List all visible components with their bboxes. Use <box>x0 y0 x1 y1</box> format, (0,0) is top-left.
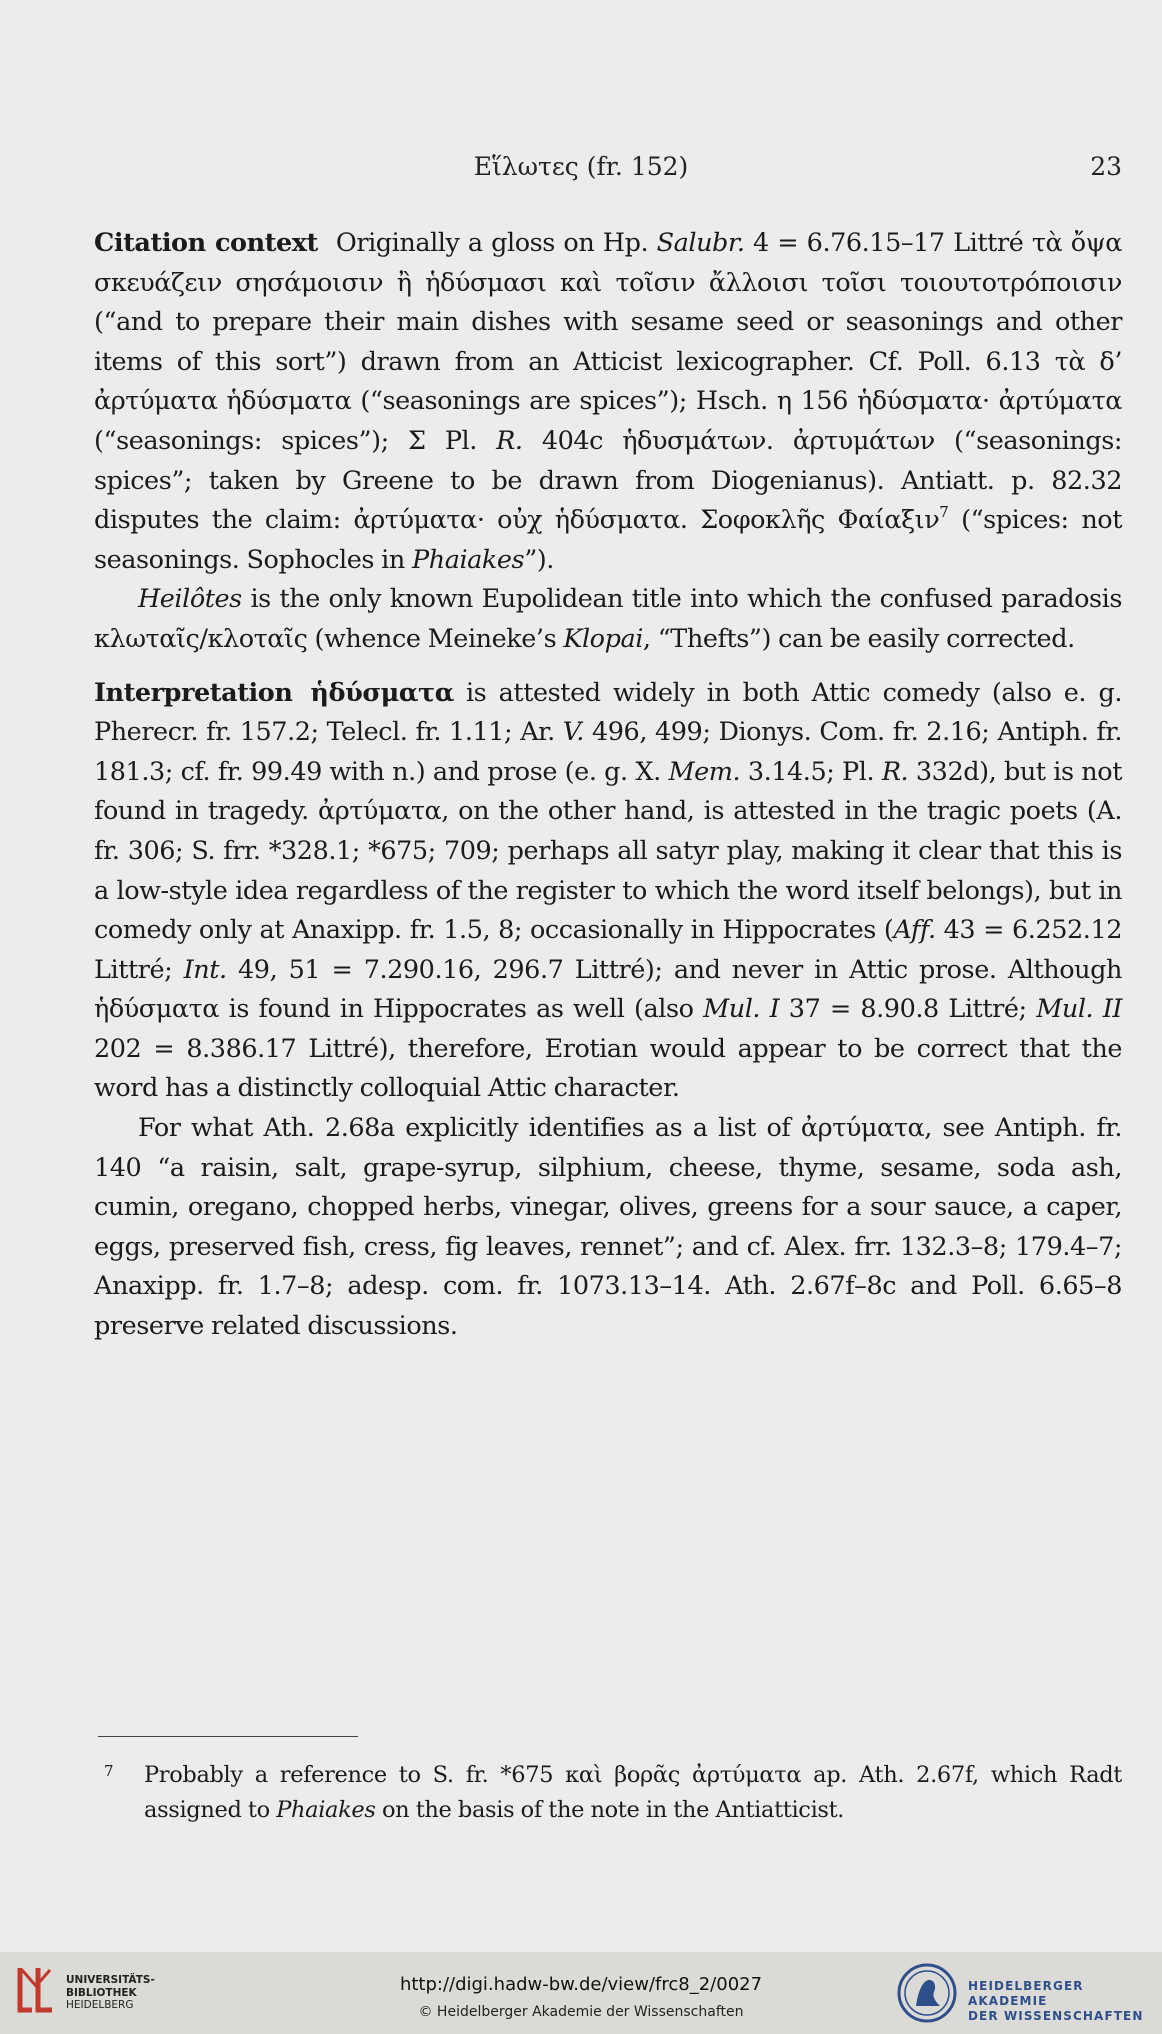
text-run: 404c ἡδυσμάτων. ἀρτυμάτων (“seasonings: spices”; taken by Greene to be drawn from Diogenianus). Antiatt. p. 82.32 disputes the claim: ἀρτύματα· οὐχ ἡδύσματα. Σοφοκλῆς Φαίαξιν <box>94 425 1122 536</box>
footnote-rule <box>98 1736 358 1737</box>
text-run: 43 = 6.252.12 Littré; <box>94 915 1122 985</box>
italic-run: R. <box>496 425 523 456</box>
italic-run: Salubr. <box>656 228 745 258</box>
text-run: is the only known Eupolidean title into which the confused paradosis κλωταῖς/κλοταῖς (whence Meineke’s <box>94 584 1122 654</box>
italic-run: Phaiakes <box>276 1797 376 1823</box>
text-run: Probably a reference to S. fr. *675 καὶ βορᾶς ἀρτύματα ap. Ath. 2.67f, which Radt assigned to <box>144 1762 1122 1823</box>
footnote-mark: 7 <box>104 1762 114 1780</box>
text-run: 37 = 8.90.8 Littré; <box>779 994 1037 1025</box>
italic-run: V. <box>562 717 584 748</box>
text-run: on the basis of the note in the Antiatticist. <box>375 1797 845 1823</box>
library-name: UNIVERSITÄTS- BIBLIOTHEK <box>66 1974 155 1999</box>
text-run: (“spices: not seasonings. Sophocles in <box>94 505 1122 575</box>
page-number: 23 <box>1090 152 1122 181</box>
text-run: is attested widely in both Attic comedy (also e. g. Pherecr. fr. 157.2; Telecl. fr. 1.11; Ar. <box>94 677 1122 748</box>
interpretation-label: Interpretation <box>94 677 293 708</box>
citation-context-label: Citation context <box>94 228 318 258</box>
italic-run: Mem. <box>668 756 741 787</box>
italic-run: Klopai <box>563 623 643 654</box>
citation-context-paragraph <box>94 224 1122 580</box>
text-run: 4 = 6.76.15–17 Littré τὰ ὄψα σκευάζειν σησάμοισιν ἢ ἡδύσμασι καὶ τοῖσιν ἄλλοισι τοῖσι τοιουτοτρόποισιν (“and to prepare their main dishes with sesame seed or seasonings and other items of this sort”) drawn from an Atticist lexicographer. Cf. Poll. 6.13 τὰ δ’ ἀρτύματα ἡδύσματα (“seasonings are spices”); Hsch. η 156 ἡδύσματα· ἀρτύματα (“seasonings: spices”); Σ Pl. <box>94 228 1122 456</box>
text-run: , “Thefts”) can be easily corrected. <box>642 623 1075 654</box>
text-run: Originally a gloss on Hp. <box>335 228 657 258</box>
footnote <box>94 1758 1122 1828</box>
italic-run: Int. <box>183 954 227 985</box>
italic-run: Phaiakes <box>412 544 525 575</box>
footnote-body <box>144 1758 1122 1828</box>
academy-seal-icon[interactable] <box>896 1962 958 2028</box>
main-text <box>94 224 1122 1347</box>
italic-run: Mul. II <box>1036 994 1122 1025</box>
text-run: 332d), but is not found in tragedy. ἀρτύματα, on the other hand, is attested in the tragic poets (A. fr. 306; S. frr. *328.1; *675; 709; perhaps all satyr play, making it clear that this is a low-style idea regardless of the register to which the word itself belongs), but in comedy only at Anaxipp. fr. 1.5, 8; occasionally in Hippocrates ( <box>94 756 1122 946</box>
text-run: 3.14.5; Pl. <box>740 756 882 787</box>
academy-name: HEIDELBERGER AKADEMIE DER WISSENSCHAFTEN <box>968 1979 1144 2023</box>
library-city: HEIDELBERG <box>66 1999 134 2011</box>
italic-run: Aff. <box>893 915 936 946</box>
text-run: For what Ath. 2.68a explicitly identifies as a list of ἀρτύματα, see Antiph. fr. 140 “a raisin, salt, grape-syrup, silphium, cheese, thyme, sesame, soda ash, cumin, oregano, chopped herbs, vinegar, olives, greens for a sour sauce, a caper, eggs, preserved fish, cress, fig leaves, rennet”; and cf. Alex. frr. 132.3–8; 179.4–7; Anaxipp. fr. 1.7–8; adesp. com. fr. 1073.13–14. Ath. 2.67f–8c and Poll. 6.65–8 preserve related discussions. <box>94 1113 1122 1342</box>
text-run: ”). <box>524 544 554 575</box>
text-run: 496, 499; Dionys. Com. fr. 2.16; Antiph. fr. 181.3; cf. fr. 99.49 with n.) and prose (e. g. X. <box>94 717 1122 787</box>
for-what-paragraph <box>94 1109 1122 1347</box>
text-run: 49, 51 = 7.290.16, 296.7 Littré); and never in Attic prose. Although ἡδύσματα is found in Hippocrates as well (also <box>94 954 1122 1025</box>
interpretation-paragraph <box>94 674 1122 1110</box>
copyright-notice: © Heidelberger Akademie der Wissenschaften <box>418 2004 744 2020</box>
source-url-link[interactable]: http://digi.hadw-bw.de/view/frc8_2/0027 <box>399 1974 763 1995</box>
heilotes-paragraph <box>94 580 1122 659</box>
italic-run: R. <box>881 756 909 787</box>
footer-bar <box>0 1952 1162 2034</box>
running-header-title: Εἵλωτες (fr. 152) <box>473 152 689 181</box>
italic-run: Mul. I <box>703 994 780 1025</box>
text-run: 202 = 8.386.17 Littré), therefore, Erotian would appear to be correct that the word has a distinctly colloquial Attic character. <box>94 1033 1122 1104</box>
interpretation-lemma: ἡδύσματα <box>310 677 454 708</box>
footnote-reference[interactable]: 7 <box>939 503 949 522</box>
italic-run: Heilôtes <box>138 584 242 615</box>
